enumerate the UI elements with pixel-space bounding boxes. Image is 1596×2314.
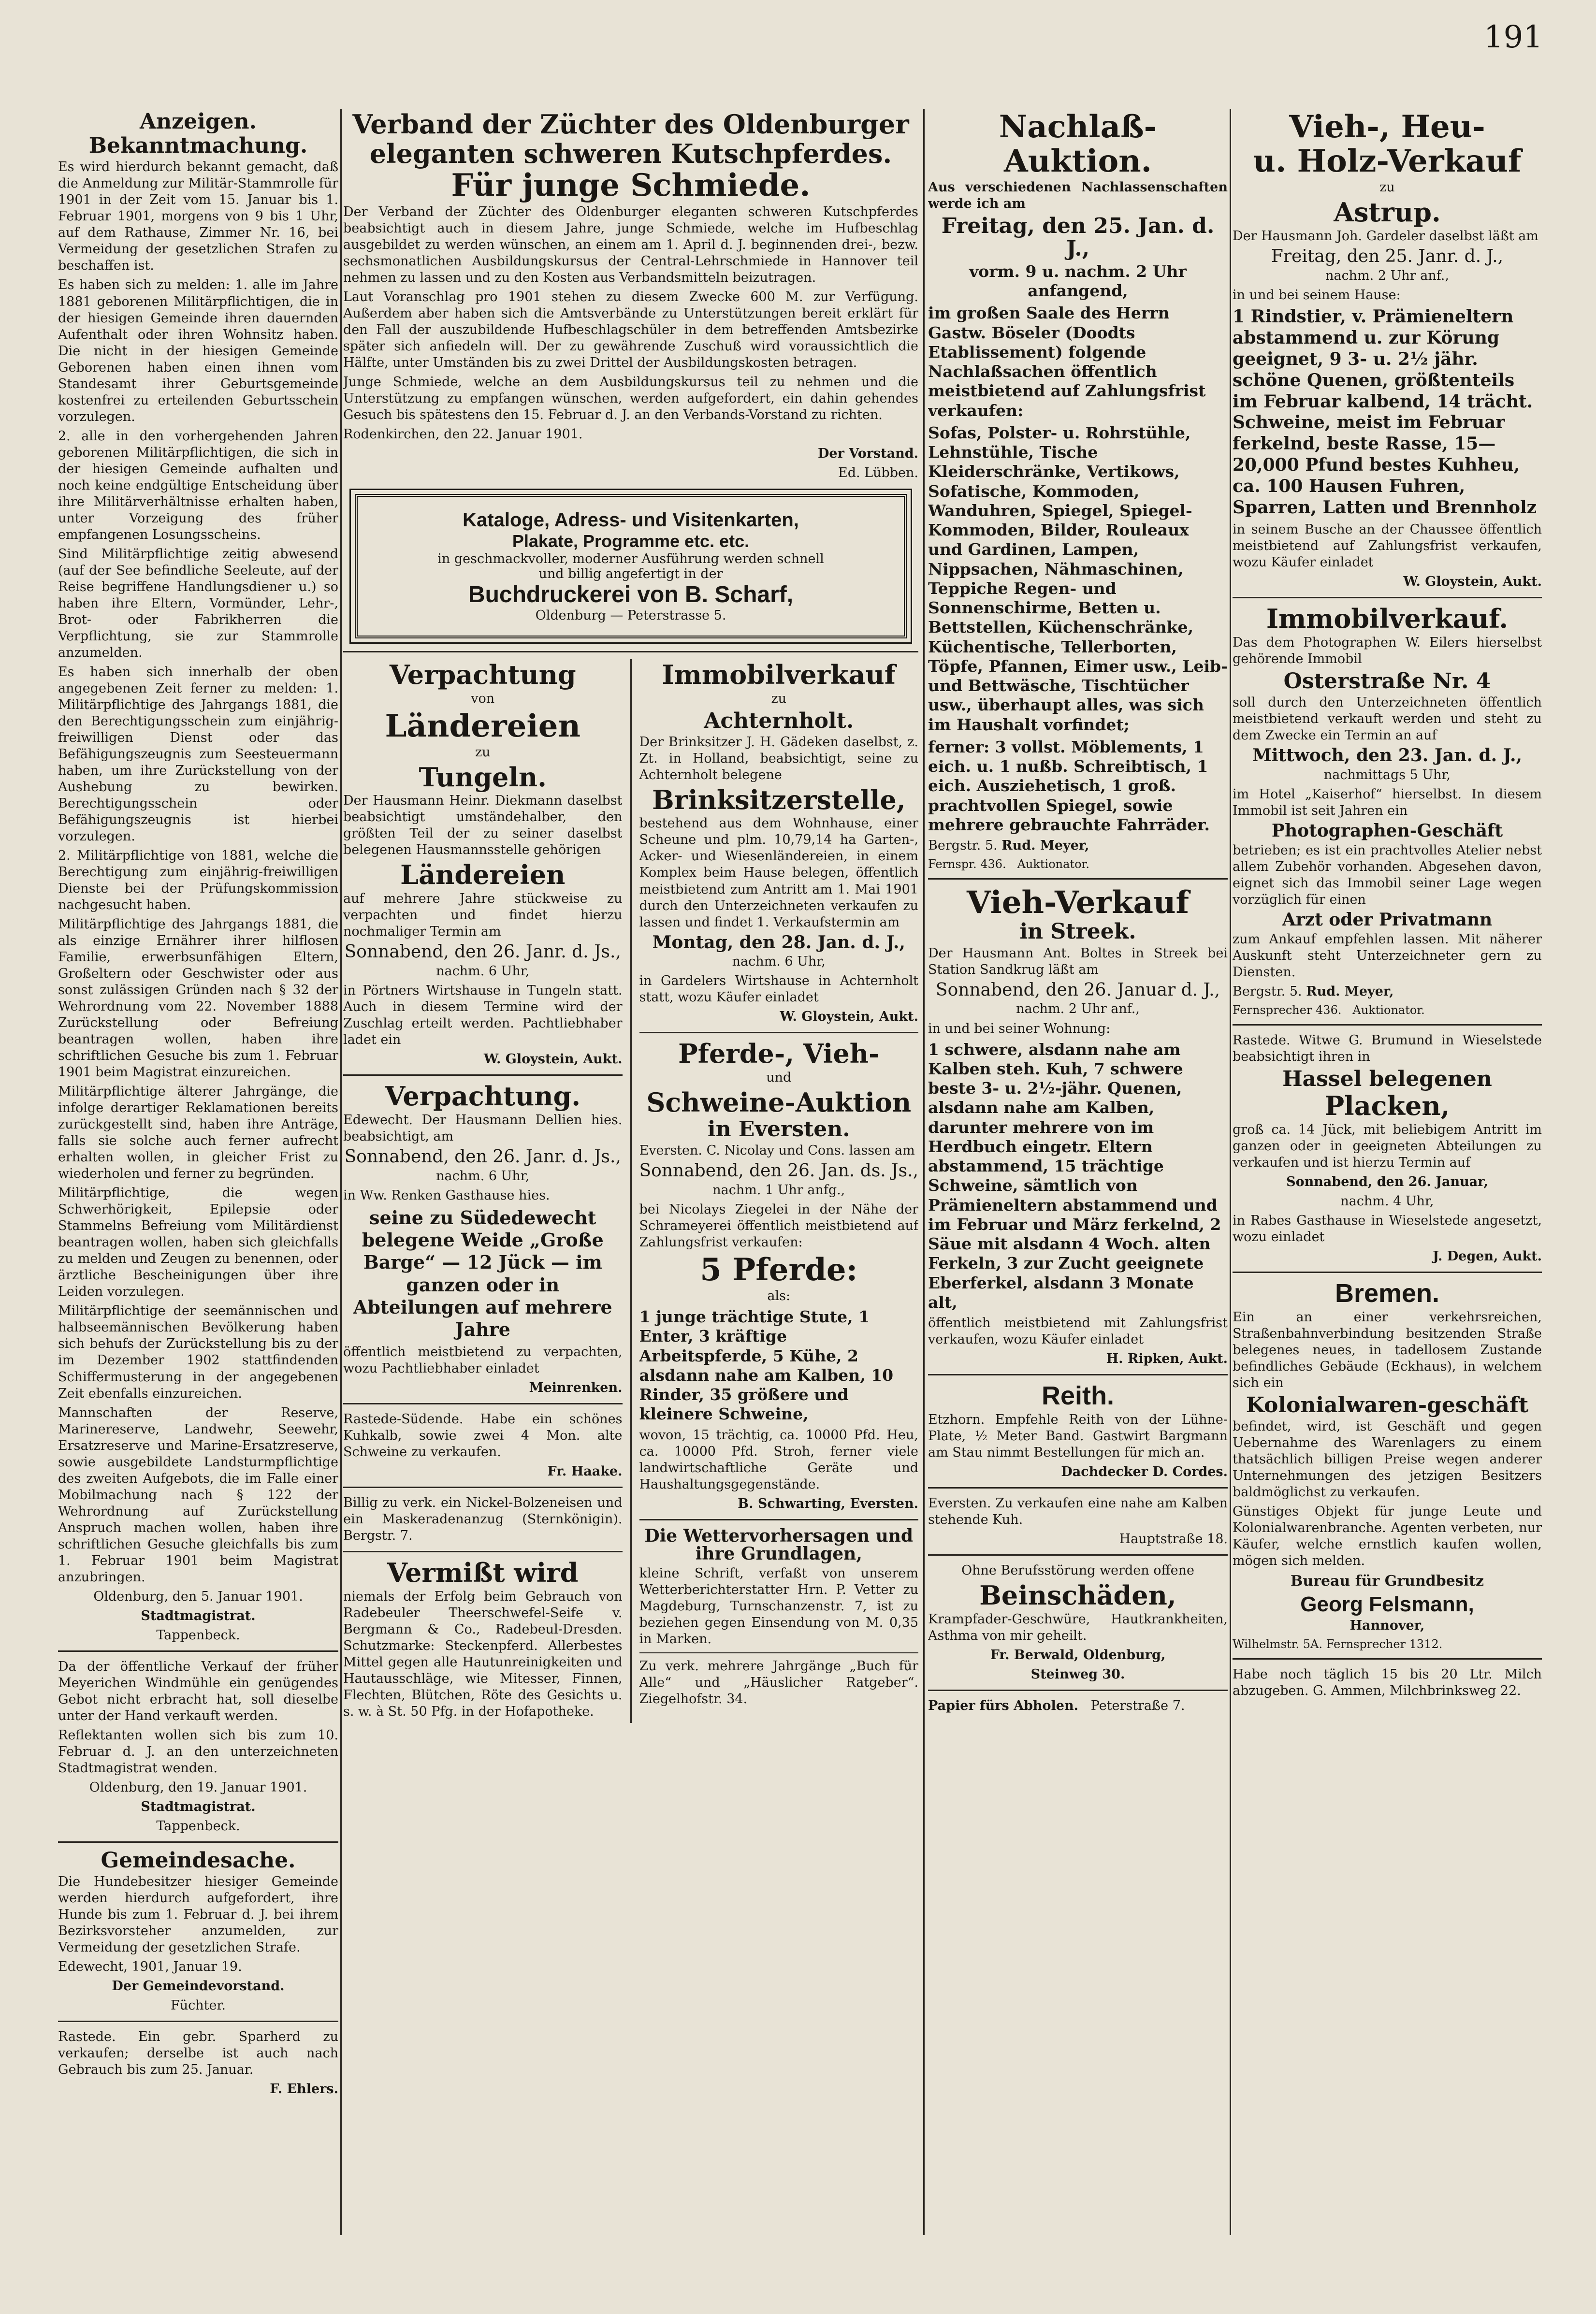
ad-text: Krampfader-Geschwüre, Hautkrankheiten, Asthma von mir geheilt.: [928, 1611, 1228, 1643]
ad-list: Sofas, Polster- u. Rohrstühle, Lehnstühle, Tische Kleiderschränke, Vertikows, Sofatische, Kommoden, Wanduhren, Spiegel, Spiegel-Kommoden, Bilder, Rouleaux und Gardinen, Lampen, Nippsachen, Nähmaschinen, Teppiche Regen- und Sonnenschirme, Betten u. Bettstellen, Küchenschränke, Küchentische, Tellerborten, Töpfe, Pfannen, Eimer usw., Leib- und Bettwäsche, Tischtücher usw., überhaupt alles, was sich im Haushalt vorfindet;: [928, 423, 1228, 734]
ad-highlight: seine zu Südedewecht belegene Weide „Große Barge“ — 12 Jück — im ganzen oder in Abteilungen auf mehrere Jahre: [353, 1206, 612, 1341]
ad-text: Der Verband der Züchter des Oldenburger eleganten schweren Kutschpferdes beabsichtigt auch in diesem Jahre, junge Schmiede, welche im Hufbeschlag ausgebildet zu werden wünschen, an einem am 1. April d. J. beginnenden drei-, bezw. sechsmonatlichen Ausbildungskursus der Central-Lehrschmiede in Hannover teil nehmen zu lassen und zu den Kosten aus Verbandsmitteln beizutragen.: [343, 204, 918, 285]
ad-time: nachm. 6 Uhr,: [436, 964, 530, 979]
notice-text: Es wird hierdurch bekannt gemacht, daß die Anmeldung zur Militär-Stammrolle für 1901 in der Zeit vom 15. Januar bis 1. Februar 1901, morgens von 9 bis 1 Uhr, auf dem Rathause, Zimmer Nr. 16, bei Vermeidung der gesetzlichen Strafen zu beschaffen ist.: [58, 159, 338, 274]
ad-date: Montag, den 28. Jan. d. J.,: [652, 932, 905, 953]
ad-signature: Rud. Meyer,: [1001, 838, 1089, 853]
column-2: [343, 109, 918, 2235]
ad-text: betrieben; es ist ein prachtvolles Atelier nebst allem Zubehör vorhanden. Abgesehen davon, eignet sich das Immobil seiner Lage wegen vorzüglich für einen: [1233, 842, 1542, 907]
ad-signature-line: [1233, 1003, 1542, 1017]
ad-signature: Tappenbeck.: [156, 1818, 240, 1834]
ad-text: kleine Schrift, verfaßt von unserem Wetterberichterstatter Hrn. P. Vetter zu Magdeburg, Turnschanzenstr. 7, ist zu beziehen gegen Einsendung von M. 0,35 in Marken.: [639, 1566, 918, 1647]
ad-title: Vieh-Verkauf: [966, 884, 1190, 921]
ad-text: Aus verschiedenen Nachlassenschaften werde ich am: [928, 180, 1228, 212]
ad-text: in Pörtners Wirtshause in Tungeln statt. Auch in diesem Termine wird der Zuschlag erteilt werden. Pachtliebhaber ladet ein: [343, 983, 623, 1048]
ad-text: soll durch den Unterzeichneten öffentlich meistbietend verkauft werden und steht zu dem Zwecke ein Termin an auf: [1233, 694, 1542, 743]
separator: [343, 1551, 623, 1552]
ad-signature: Ed. Lübben.: [838, 465, 918, 480]
separator: [1233, 1024, 1542, 1026]
ad-text: Rastede. Witwe G. Brumund in Wieselstede beabsichtigt ihren in: [1233, 1032, 1542, 1064]
ad-list: 1 schwere, alsdann nahe am Kalben steh. Kuh, 7 schwere beste 3- u. 2½-jähr. Quenen, alsdann nahe am Kalben, darunter mehrere von im Herdbuch eingetr. Eltern abstammend, 15 trächtige Schweine, sämtlich von Prämieneltern abstammend und im Februar und März ferkelnd, 2 Säue mit alsdann 4 Woch. alten Ferkeln, 3 zur Zucht geeignete Eberferkel, alsdann 3 Monate alt,: [928, 1040, 1221, 1312]
ad-text: bestehend aus dem Wohnhause, einer Scheune und plm. 10,79,14 ha Garten-, Acker- und Wiesenländereien, in einem Komplex beim Hause belegen, öffentlich meistbietend zum Antritt am 1. Mai 1901 durch den Unterzeichneten verkaufen zu lassen und findet 1. Verkaufstermin am: [639, 816, 918, 930]
ad-text: in seinem Busche an der Chaussee öffentlich meistbietend auf Zahlungsfrist verkaufen, wozu Käufer einladet: [1233, 521, 1542, 570]
ad-title: Vermißt wird: [387, 1557, 579, 1588]
ad-address: Bergstr. 5.: [1233, 983, 1302, 999]
ad-title: Ländereien: [385, 708, 580, 744]
ad-date: Sonnabend, den 26. Jan. ds. Js.,: [639, 1161, 918, 1181]
ad-signature: Dachdecker D. Cordes.: [1061, 1464, 1228, 1479]
ad-title: Reith.: [1041, 1381, 1114, 1411]
ad-text: in Rabes Gasthause in Wieselstede angesetzt, wozu einladet: [1233, 1213, 1542, 1244]
ad-text: Zu verk. mehrere Jahrgänge „Buch für Alle“ und „Häuslicher Ratgeber“. Ziegelhofstr. 34.: [639, 1659, 918, 1707]
print-ad-line: und billig angefertigt in der: [538, 566, 723, 581]
separator: [1233, 1658, 1542, 1660]
separator: [639, 1519, 919, 1520]
ad-date: Edewecht, 1901, Januar 19.: [58, 1959, 242, 1975]
ad-date: Sonnabend, den 26. Januar d. J.,: [935, 980, 1220, 1000]
ad-time: nachm. 4 Uhr,: [1340, 1193, 1434, 1209]
ad-address: Peterstraße 7.: [1090, 1698, 1185, 1713]
ad-title: Bremen.: [1335, 1278, 1440, 1308]
ad-text: im großen Saale des Herrn Gastw. Böseler (Doodts Etablissement) folgende Nachlaßsachen öffentlich meistbietend auf Zahlungsfrist verkaufen:: [928, 304, 1206, 420]
ad-title: Osterstraße Nr. 4: [1283, 668, 1491, 694]
column-4: [1233, 109, 1542, 2235]
ad-signature-line: [1233, 983, 1542, 1000]
ad-date: Oldenburg, den 19. Januar 1901.: [89, 1779, 307, 1795]
ad-text: Papier fürs Abholen.: [928, 1698, 1079, 1713]
ad-title: Hassel belegenen: [1282, 1066, 1492, 1091]
print-ad-line: Kataloge, Adress- und Visitenkarten,: [463, 509, 799, 531]
ad-date: Rodenkirchen, den 22. Januar 1901.: [343, 426, 583, 442]
ad-text: Habe noch täglich 15 bis 20 Ltr. Milch abzugeben. G. Ammen, Milchbrinksweg 22.: [1233, 1667, 1542, 1699]
ad-signature-line: [928, 838, 1228, 854]
notice-text: Es haben sich zu melden: 1. alle im Jahre 1881 geborenen Militärpflichtigen, die in der hiesigen Gemeinde ihren dauernden Aufenthalt oder ihren Wohnsitz haben. Die nicht in der hiesigen Gemeinde Geborenen haben einen ihnen vom Standesamt ihrer Geburtsgemeinde kostenfrei zu erteilenden Geburtsschein vorzulegen.: [58, 277, 338, 424]
ad-date: Sonnabend, den 26. Januar,: [1286, 1174, 1488, 1189]
ad-title: Verband der Züchter des Oldenburger: [352, 109, 909, 140]
ad-address: Steinweg 30.: [1030, 1666, 1125, 1682]
sub-column-rule: [630, 659, 632, 1723]
ad-title: Nachlaß-: [999, 109, 1157, 145]
ad-text: Der Brinksitzer J. H. Gädeken daselbst, z. Zt. in Holland, beabsichtigt, seine zu Achternholt belegene: [639, 734, 918, 782]
ad-address: Hauptstraße 18.: [1119, 1531, 1228, 1547]
ad-text: Eversten. C. Nicolay und Cons. lassen am: [639, 1143, 915, 1158]
ad-title: Astrup.: [1334, 197, 1441, 228]
ad-time: nachmittags 5 Uhr,: [1323, 767, 1451, 782]
ad-text: öffentlich meistbietend mit Zahlungsfrist verkaufen, wozu Käufer einladet: [928, 1316, 1228, 1347]
ad-signature: Der Vorstand.: [818, 446, 918, 461]
ad-text: Laut Voranschlag pro 1901 stehen zu diesem Zwecke 600 M. zur Verfügung. Außerdem aber haben sich die Amtsverbände zu Unterstützungen bereit erklärt für den Fall der auszubildende Hufbeschlagschüler in dem betreffenden Amtsbezirke später sich anfiedeln will. Der zu gewährende Zuschuß wird voraussichtlich die Hälfte, unter Umständen bis zu zwei Drittel der Ausbildungskosten betragen.: [343, 289, 918, 370]
ad-text: Ohne Berufsstörung werden offene: [961, 1562, 1194, 1578]
ad-time: nachm. 2 Uhr anf.,: [1325, 268, 1449, 283]
ad-signature: Füchter.: [171, 1998, 226, 2013]
page-number: 191: [1483, 19, 1543, 55]
column-rule: [923, 109, 925, 2235]
ad-signature: Meinrenken.: [529, 1380, 623, 1395]
notice-text: 2. alle in den vorhergehenden Jahren geborenen Militärpflichtigen, die sich in der hiesigen Gemeinde aufhalten und noch keine endgültige Entscheidung über ihre Militärverhältnisse erhalten haben, unter Vorzeigung des früher empfangenen Losungsscheins.: [58, 428, 338, 542]
ad-text: in und bei seinem Hause:: [1233, 287, 1401, 303]
ad-signature: F. Ehlers.: [270, 2082, 338, 2097]
ad-text: Billig zu verk. ein Nickel-Bolzeneisen und ein Maskeradenanzug (Sternkönigin). Bergstr. 7.: [343, 1495, 623, 1543]
ad-text: öffentlich meistbietend zu verpachten, wozu Pachtliebhaber einladet: [343, 1344, 623, 1376]
notice-text: Mannschaften der Reserve, Marinereserve, Landwehr, Seewehr, Ersatzreserve und Marine-Ersatzreserve, sowie ausgebildete Landsturmpflichtige des zweiten Aufgebots, die im Falle einer Mobilmachung nach § 122 der Wehrordnung auf Zurückstellung Anspruch machen wollen, haben ihre schriftlichen Gesuche gleichfalls bis zum 1. Februar 1901 beim Magistrat anzubringen.: [58, 1405, 338, 1585]
ad-date: Mittwoch, den 23. Jan. d. J.,: [1252, 745, 1523, 766]
separator: [58, 2021, 338, 2022]
ad-list: ferner: 3 vollst. Möblements, 1 eich. u. 1 nußb. Schreibtisch, 1 eich. Ausziehetisch, 1 groß. prachtvollen Spiegel, sowie mehrere gebrauchte Fahrräder.: [928, 737, 1210, 834]
ad-role: Auktionator.: [1352, 1003, 1425, 1017]
ad-title: Die Wettervorhersagen und ihre Grundlagen,: [644, 1525, 914, 1564]
ad-text: in und bei seiner Wohnung:: [928, 1021, 1111, 1036]
ad-title: Auktion.: [1004, 143, 1152, 180]
separator: [343, 1403, 623, 1404]
ad-signature: W. Gloystein, Aukt.: [483, 1052, 623, 1067]
sub-column-left: [343, 659, 623, 1723]
ad-text: Junge Schmiede, welche an dem Ausbildungskursus teil zu nehmen und die Unterstützung zu empfangen wünschen, werden aufgefordert, ein dahin gehendes Gesuch bis spätestens den 15. Februar d. J. an den Verbands-Vorstand zu richten.: [343, 374, 918, 422]
ad-time: nachm. 6 Uhr,: [732, 954, 826, 969]
ad-text: zum Ankauf empfehlen lassen. Mit näherer Auskunft steht Unterzeichneter gern zu Diensten.: [1233, 931, 1542, 980]
ad-date: Freitag, den 25. Janr. d. J.,: [1271, 246, 1504, 267]
separator: [928, 1487, 1228, 1489]
ad-signature: Stadtmagistrat.: [141, 1799, 256, 1814]
ad-signature: Fr. Berwald, Oldenburg,: [990, 1647, 1166, 1663]
ad-list: 1 Rindstier, v. Prämieneltern abstammend u. zur Körung geeignet, 9 3- u. 2½ jähr. schöne Quenen, größtenteils im Februar kalbend, 14 trächt. Schweine, meist im Februar ferkelnd, beste Rasse, 15—20,000 Pfund bestes Kuhheu, ca. 100 Hausen Fuhren, Sparren, Latten und Brennholz: [1233, 306, 1537, 518]
ad-text: niemals der Erfolg beim Gebrauch von Radebeuler Theerschwefel-Seife v. Bergmann & Co., Radebeul-Dresden. Schutzmarke: Steckenpferd. Allerbestes Mittel gegen alle Hautunreinigkeiten und Hautausschläge, wie Mitesser, Finnen, Flechten, Blütchen, Röte des Gesichts u. s. w. à St. 50 Pfg. in der Hofapotheke.: [343, 1589, 623, 1719]
ad-text: groß ca. 14 Jück, mit beliebigem Antritt im ganzen oder in geeigneten Abteilungen zu verkaufen und ist hierzu Termin auf: [1233, 1122, 1542, 1170]
ad-title: Gemeindesache.: [101, 1848, 296, 1873]
ad-text: zu: [475, 744, 491, 760]
ad-signature: W. Gloystein, Aukt.: [1403, 574, 1542, 590]
ad-text: befindet, wird, ist Geschäft und gegen Uebernahme des Warenlagers zu einem thatsächlich billigen Preise wegen anderer Unternehmungen des jetzigen Besitzers baldmöglichst zu verkaufen.: [1233, 1418, 1542, 1500]
ad-title: Pferde-, Vieh-: [678, 1038, 880, 1070]
ad-signature: J. Degen, Aukt.: [1433, 1248, 1542, 1264]
ad-title: Schweine-Auktion: [646, 1087, 912, 1118]
separator: [343, 1487, 623, 1488]
column-rule: [340, 109, 342, 2235]
ad-title: u. Holz-Verkauf: [1253, 143, 1522, 180]
ad-text: Eversten. Zu verkaufen eine nahe am Kalben stehende Kuh.: [928, 1495, 1228, 1527]
ad-title: Photographen-Geschäft: [1271, 820, 1503, 841]
ad-title: Verpachtung.: [385, 1081, 581, 1112]
ad-title: in Streek.: [1019, 919, 1136, 944]
separator: [58, 1650, 338, 1652]
ad-title: 5 Pferde:: [700, 1251, 858, 1288]
notice-text: 2. Militärpflichtige von 1881, welche die Berechtigung zum einjährig-freiwilligen Dienste bei der Prüfungskommission nachgesucht haben.: [58, 848, 338, 913]
ad-title: Vieh-, Heu-: [1289, 109, 1485, 145]
ad-title: Arzt oder Privatmann: [1282, 909, 1493, 930]
print-ad-line: Plakate, Programme etc. etc.: [512, 531, 750, 551]
print-ad-line: Oldenburg — Peterstrasse 5.: [535, 607, 726, 623]
ad-text: Da der öffentliche Verkauf der früher Meyerichen Windmühle ein genügendes Gebot nicht erbracht hat, soll dieselbe unter der Hand verkauft werden.: [58, 1659, 338, 1723]
ad-text: Der Hausmann Ant. Boltes in Streek bei Station Sandkrug läßt am: [928, 945, 1228, 977]
ad-time: nachm. 1 Uhr anfg.,: [712, 1182, 845, 1198]
ad-title: Verpachtung: [389, 659, 576, 690]
ad-text: Bureau für Grundbesitz: [1291, 1572, 1484, 1590]
ad-signature-line: [928, 857, 1228, 871]
ad-title: Tungeln.: [419, 761, 547, 793]
ad-list: 1 junge trächtige Stute, 1 Enter, 3 kräftige Arbeitspferde, 5 Kühe, 2 alsdann nahe am Kalben, 10 Rinder, 35 größere und kleinere Schweine,: [639, 1307, 894, 1424]
ad-title: in Eversten.: [707, 1116, 850, 1142]
ad-city: Hannover,: [1349, 1618, 1425, 1633]
ad-signature: B. Schwarting, Eversten.: [738, 1496, 918, 1511]
separator: [928, 1554, 1228, 1556]
sub-column-right: [639, 659, 919, 1723]
notice-signature: Tappenbeck.: [156, 1627, 240, 1643]
ad-text: zu: [771, 691, 787, 706]
ad-text: Rastede-Südende. Habe ein schönes Kuhkalb, sowie zwei 4 Mon. alte Schweine zu verkaufen.: [343, 1411, 623, 1460]
column-3: [928, 109, 1228, 2235]
ad-title: Beinschäden,: [979, 1579, 1176, 1611]
notice-text: Es haben sich innerhalb der oben angegebenen Zeit ferner zu melden: 1. Militärpflichtige des Jahrgangs 1881, die den Berechtigungsschein zum einjährig-freiwilligen Dienst oder das Befähigungszeugnis zum Seesteuermann haben, um ihre Zurückstellung von der Aushebung zu bewirken. Berechtigungsschein oder Befähigungszeugnis ist hierbei vorzulegen.: [58, 664, 338, 844]
ad-phone: Fernsprecher 436.: [1233, 1003, 1342, 1017]
split-section: [343, 659, 918, 1723]
ad-signature: Rud. Meyer,: [1306, 983, 1394, 999]
ad-date: Sonnabend, den 26. Janr. d. Js.,: [344, 1146, 621, 1167]
ad-text: als:: [767, 1288, 791, 1304]
ad-phone: Fernspr. 436.: [928, 857, 1006, 871]
ad-signature-line: [928, 1698, 1228, 1714]
ad-role: Auktionator.: [1017, 857, 1090, 871]
ad-address: Wilhelmstr. 5A. Fernsprecher 1312.: [1233, 1637, 1443, 1651]
separator: [928, 1690, 1228, 1691]
ad-text: Günstiges Objekt für junge Leute und Kolonialwarenbranche. Agenten verbeten, nur Käufer, welche ernstlich kaufen wollen, mögen sich melden.: [1233, 1504, 1542, 1568]
ad-time: nachm. 2 Uhr anf.,: [1016, 1001, 1140, 1017]
notice-text: Militärpflichtige, die wegen Schwerhörigkeit, Epilepsie oder Stammelns Befreiung vom Militärdienst beantragen wollen, haben sich gleichfalls zu melden und Zeugen zu benennen, oder ärztliche Bescheinigungen über ihre Leiden vorzulegen.: [58, 1186, 338, 1300]
ad-signature: W. Gloystein, Aukt.: [780, 1009, 918, 1025]
notice-signature: Stadtmagistrat.: [141, 1608, 256, 1623]
separator: [1233, 1272, 1542, 1273]
separator: [343, 1074, 623, 1076]
ad-text: im Hotel „Kaiserhof“ hierselbst. In diesem Immobil ist seit Jahren ein: [1233, 786, 1542, 818]
separator: [928, 1374, 1228, 1375]
ad-text: in Gardelers Wirtshause in Achternholt statt, wozu Käufer einladet: [639, 973, 918, 1005]
separator: [58, 1841, 338, 1843]
separator: [639, 1032, 919, 1033]
ad-text: Ein an einer verkehrsreichen, Straßenbahnverbindung besitzenden Straße belegenes neues, in tadellosem Zustande befindliches Gebäude (Eckhaus), in welchem sich ein: [1233, 1309, 1542, 1390]
ad-text: bei Nicolays Ziegelei in der Nähe der Schrameyerei öffentlich meistbietend auf Zahlungsfrist verkaufen:: [639, 1201, 918, 1250]
ad-text: Das dem Photographen W. Eilers hierselbst gehörende Immobil: [1233, 635, 1542, 666]
separator: [639, 1652, 919, 1653]
ad-signature: Fr. Haake.: [547, 1463, 623, 1479]
notice-text: Militärpflichtige des Jahrgangs 1881, die als einzige Ernährer ihrer hilflosen Familie, erwerbsunfähigen Eltern, Großeltern oder Geschwister oder aus sonst zulässigen Gründen nach § 32 der Wehrordnung vom 22. November 1888 Zurückstellung oder Befreiung beantragen wollen, haben ihre schriftlichen Gesuche bis zum 1. Februar 1901 beim Magistrat einzureichen.: [58, 917, 338, 1080]
ad-title: Für junge Schmiede.: [451, 167, 811, 204]
ad-time: vorm. 9 u. nachm. 2 Uhr anfangend,: [969, 261, 1187, 301]
ad-date: Sonnabend, den 26. Janr. d. Js.,: [344, 942, 621, 962]
ad-text: Edewecht. Der Hausmann Dellien hies. beabsichtigt, am: [343, 1112, 623, 1144]
notice-text: Militärpflichtige älterer Jahrgänge, die infolge derartiger Reklamationen bereits zurückgestellt sind, haben ihre Anträge, falls sie solche auch ferner aufrecht erhalten wollen, in gleicher Frist zu wiederholen und ferner zu begründen.: [58, 1084, 338, 1182]
print-ad-line: in geschmackvoller, moderner Ausführung werden schnell: [437, 551, 824, 566]
column-1: [58, 109, 338, 2235]
notice-text: Sind Militärpflichtige zeitig abwesend (auf der See befindliche Seeleute, auf der Reise begriffene Handlungsdiener u.) so haben ihre Eltern, Vormünder, Lehr-, Brot- oder Fabrikherren die Verpflichtung, sie zur Stammrolle anzumelden.: [58, 546, 338, 660]
ad-title: Immobilverkauf.: [1266, 603, 1509, 635]
notice-text: Militärpflichtige der seemännischen und halbseemännischen Bevölkerung haben sich behufs der Zurückstellung bis zu der im Dezember 1902 stattfindenden Schiffermusterung in der angegebenen Zeit ebenfalls einzureichen.: [58, 1303, 338, 1401]
notice-date: Oldenburg, den 5. Januar 1901.: [93, 1589, 303, 1604]
column-rule: [1230, 109, 1231, 2235]
ad-signature: Georg Felsmann,: [1300, 1592, 1474, 1616]
ad-time: nachm. 6 Uhr,: [436, 1168, 530, 1184]
print-shop-ad: [355, 494, 907, 638]
ad-date: Freitag, den 25. Jan. d. J.,: [941, 214, 1215, 261]
ad-title: Brinksitzerstelle,: [652, 784, 906, 815]
section-heading: Anzeigen.: [140, 109, 257, 134]
ad-title: Immobilverkauf: [662, 659, 896, 690]
ad-signature: Der Gemeindevorstand.: [112, 1979, 285, 1994]
ad-signature: H. Ripken, Aukt.: [1106, 1351, 1228, 1367]
ad-title: Placken,: [1324, 1090, 1450, 1122]
ad-title: Kolonialwaren-geschäft: [1246, 1392, 1529, 1417]
ad-text: Der Hausmann Heinr. Diekmann daselbst beabsichtigt umständehalber, den größten Teil der zu seiner daselbst belegenen Hausmannsstelle gehörigen: [343, 793, 623, 858]
print-ad-line: Buchdruckerei von B. Scharf,: [468, 581, 794, 607]
ad-title: eleganten schweren Kutschpferdes.: [369, 138, 892, 169]
ad-text: wovon, 15 trächtig, ca. 10000 Pfd. Heu, ca. 10000 Pfd. Stroh, ferner viele landwirtschaftliche Geräte und Haushaltungsgegenstände.: [639, 1427, 918, 1492]
separator: [1233, 597, 1542, 598]
ad-text: Rastede. Ein gebr. Sparherd zu verkaufen; derselbe ist auch nach Gebrauch bis zum 25. Januar.: [58, 2029, 338, 2078]
notice-title: Bekanntmachung.: [88, 133, 308, 159]
ad-title: Ländereien: [400, 859, 566, 891]
ad-text: auf mehrere Jahre stückweise zu verpachten und findet hierzu nochmaliger Termin am: [343, 891, 623, 940]
ad-text: Die Hundebesitzer hiesiger Gemeinde werden hierdurch aufgefordert, ihre Hunde bis zum 1. Februar d. J. bei ihrem Bezirksvorsteher anzumelden, zur Vermeidung der gesetzlichen Strafe.: [58, 1874, 338, 1955]
ad-text: in Ww. Renken Gasthause hies.: [343, 1187, 550, 1203]
ad-address: Bergstr. 5.: [928, 838, 998, 853]
ad-text: und: [766, 1070, 792, 1085]
separator: [928, 878, 1228, 880]
ad-title: Achternholt.: [704, 708, 854, 733]
ad-text: Reflektanten wollen sich bis zum 10. Februar d. J. an den unterzeichneten Stadtmagistrat wenden.: [58, 1727, 338, 1776]
ad-text: zu: [1379, 180, 1395, 195]
ad-text: Der Hausmann Joh. Gardeler daselbst läßt am: [1233, 229, 1538, 244]
ad-text: Etzhorn. Empfehle Reith von der Lühne-Plate, ½ Meter Band. Gastwirt Bargmann am Stau nimmt Bestellungen für mich an.: [928, 1412, 1228, 1460]
ad-text: von: [471, 691, 495, 706]
separator: [343, 651, 918, 652]
